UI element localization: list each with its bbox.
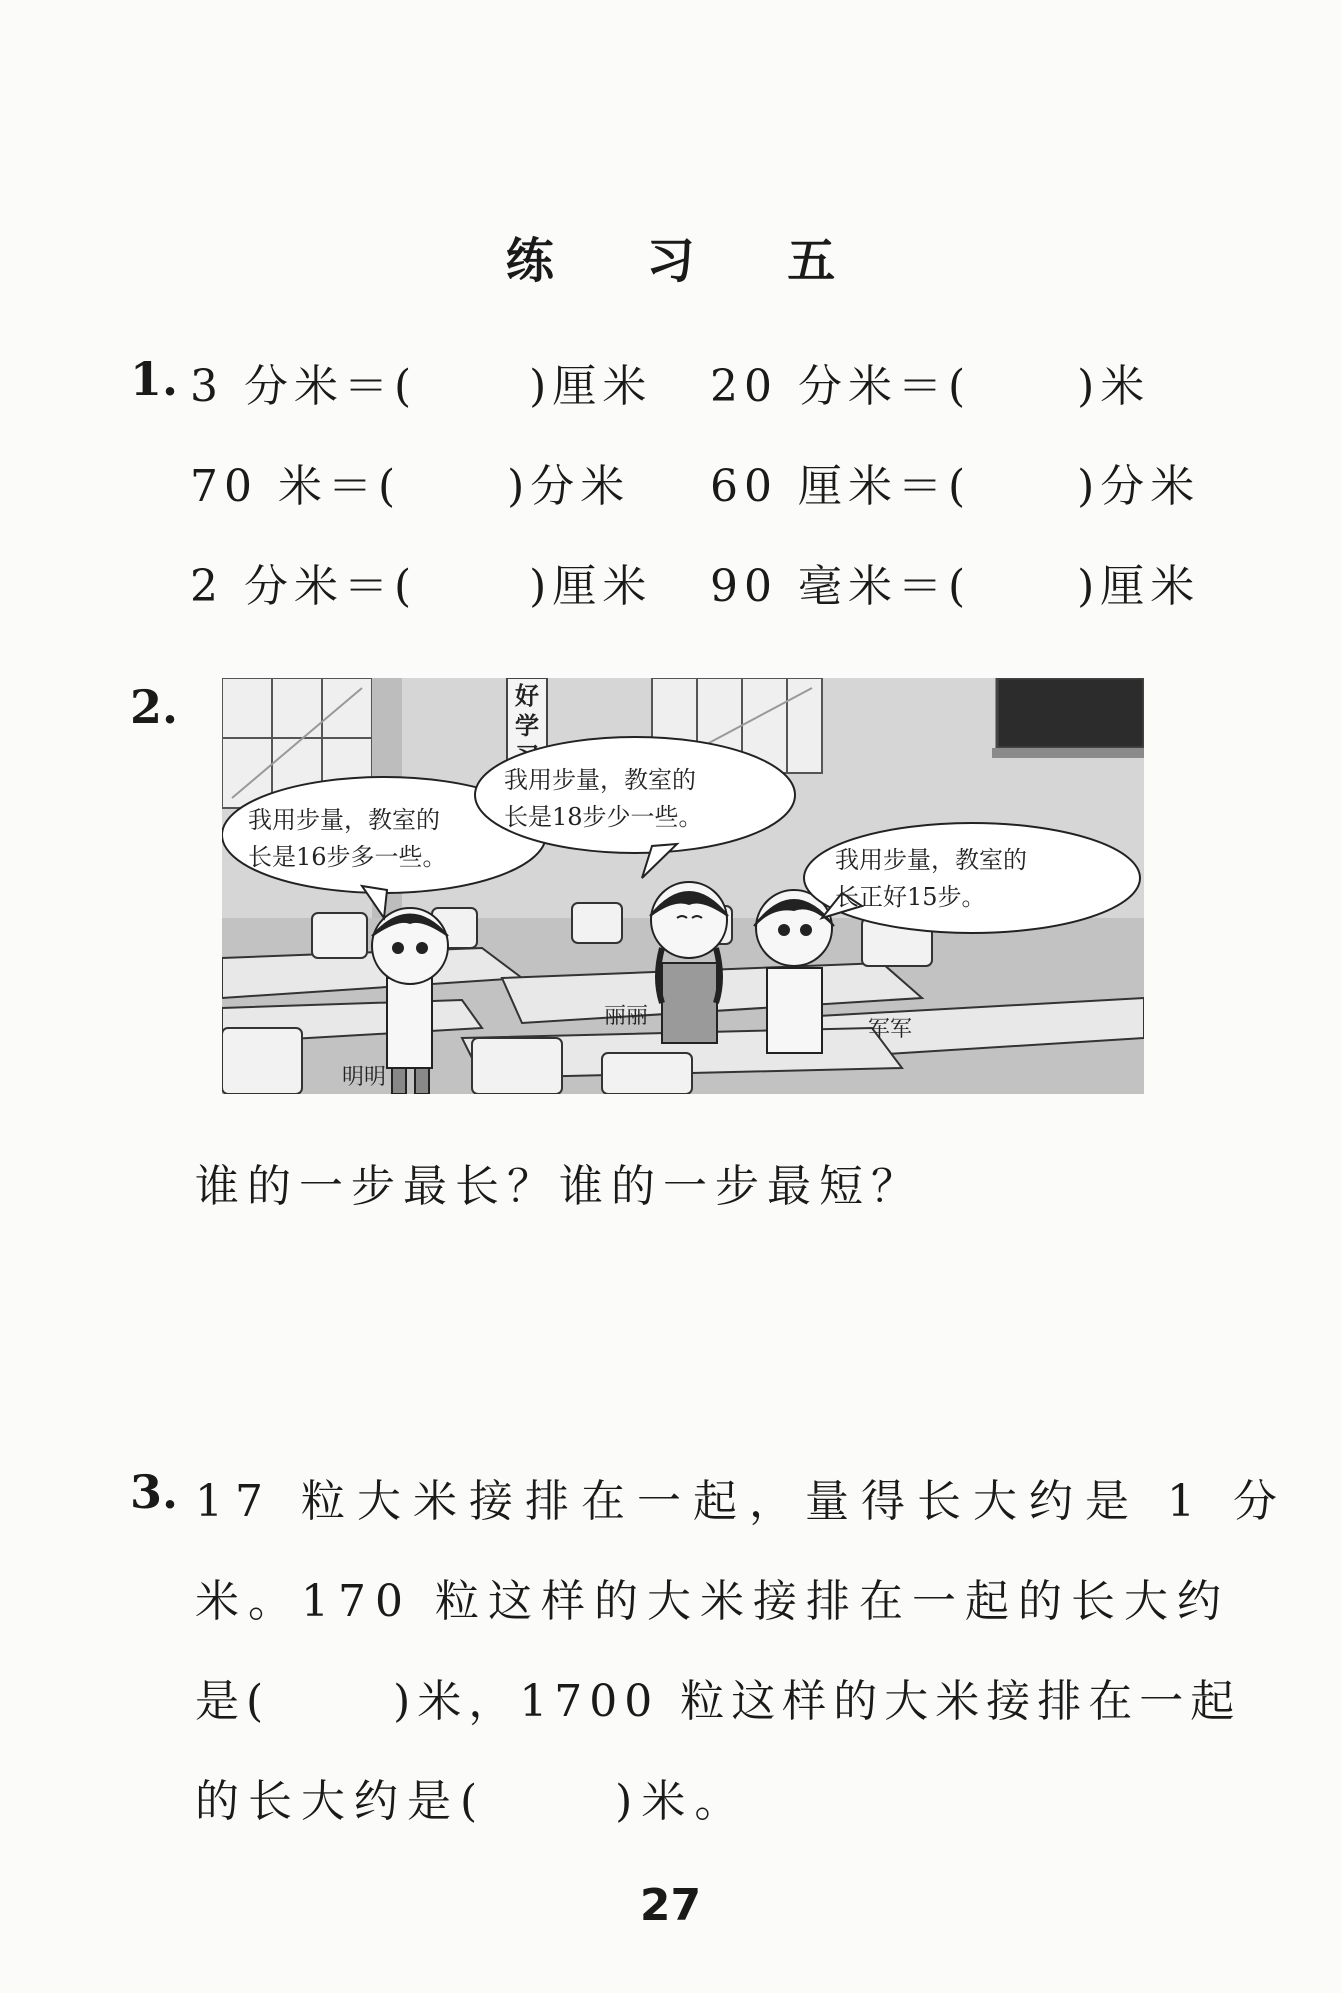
- child-junjun: [754, 890, 834, 1053]
- bubble-3-line-2: 长正好15步。: [835, 883, 986, 911]
- page-title: 练 习 五: [505, 233, 874, 289]
- bubble-2-line-1: 我用步量，教室的: [504, 766, 696, 794]
- question-2-text: 谁的一步最长？谁的一步最短？: [195, 1161, 923, 1212]
- q3-line-4: 的长大约是( )米。: [195, 1776, 748, 1827]
- sign-char-2: 学: [515, 711, 539, 740]
- sign-char-1: 好: [515, 681, 539, 710]
- bubble-3-line-1: 我用步量，教室的: [835, 846, 1027, 874]
- label-lili: 丽丽: [604, 1004, 649, 1029]
- page-number: 27: [639, 1880, 702, 1931]
- classroom-illustration: [222, 678, 1144, 1094]
- label-junjun: 军军: [868, 1017, 913, 1042]
- bubble-1-line-2: 长是16步多一些。: [248, 843, 447, 871]
- question-2-number: 2.: [130, 680, 179, 734]
- q1-row3-left: 2 分米＝( )厘米: [190, 561, 653, 612]
- q1-row2-left: 70 米＝( )分米: [190, 461, 631, 512]
- q3-line-3: 是( )米，1700 粒这样的大米接排在一起: [195, 1676, 1242, 1727]
- question-1-number: 1.: [130, 352, 179, 406]
- bubble-2-line-2: 长是18步少一些。: [504, 803, 703, 831]
- speech-bubble-junjun: [804, 823, 1140, 933]
- bubble-1-line-1: 我用步量，教室的: [248, 806, 440, 834]
- q1-row1-left: 3 分米＝( )厘米: [190, 361, 653, 412]
- q1-row1-right: 20 分米＝( )米: [710, 361, 1151, 412]
- chalkboard: [997, 678, 1144, 748]
- child-lili: [650, 882, 728, 1043]
- q3-line-1: 17 粒大米接排在一起，量得长大约是 1 分: [195, 1476, 1289, 1527]
- q1-row3-right: 90 毫米＝( )厘米: [710, 561, 1201, 612]
- question-3-number: 3.: [130, 1465, 179, 1519]
- q3-line-2: 米。170 粒这样的大米接排在一起的长大约: [195, 1576, 1230, 1627]
- q1-row2-right: 60 厘米＝( )分米: [710, 461, 1201, 512]
- label-mingming: 明明: [342, 1065, 387, 1090]
